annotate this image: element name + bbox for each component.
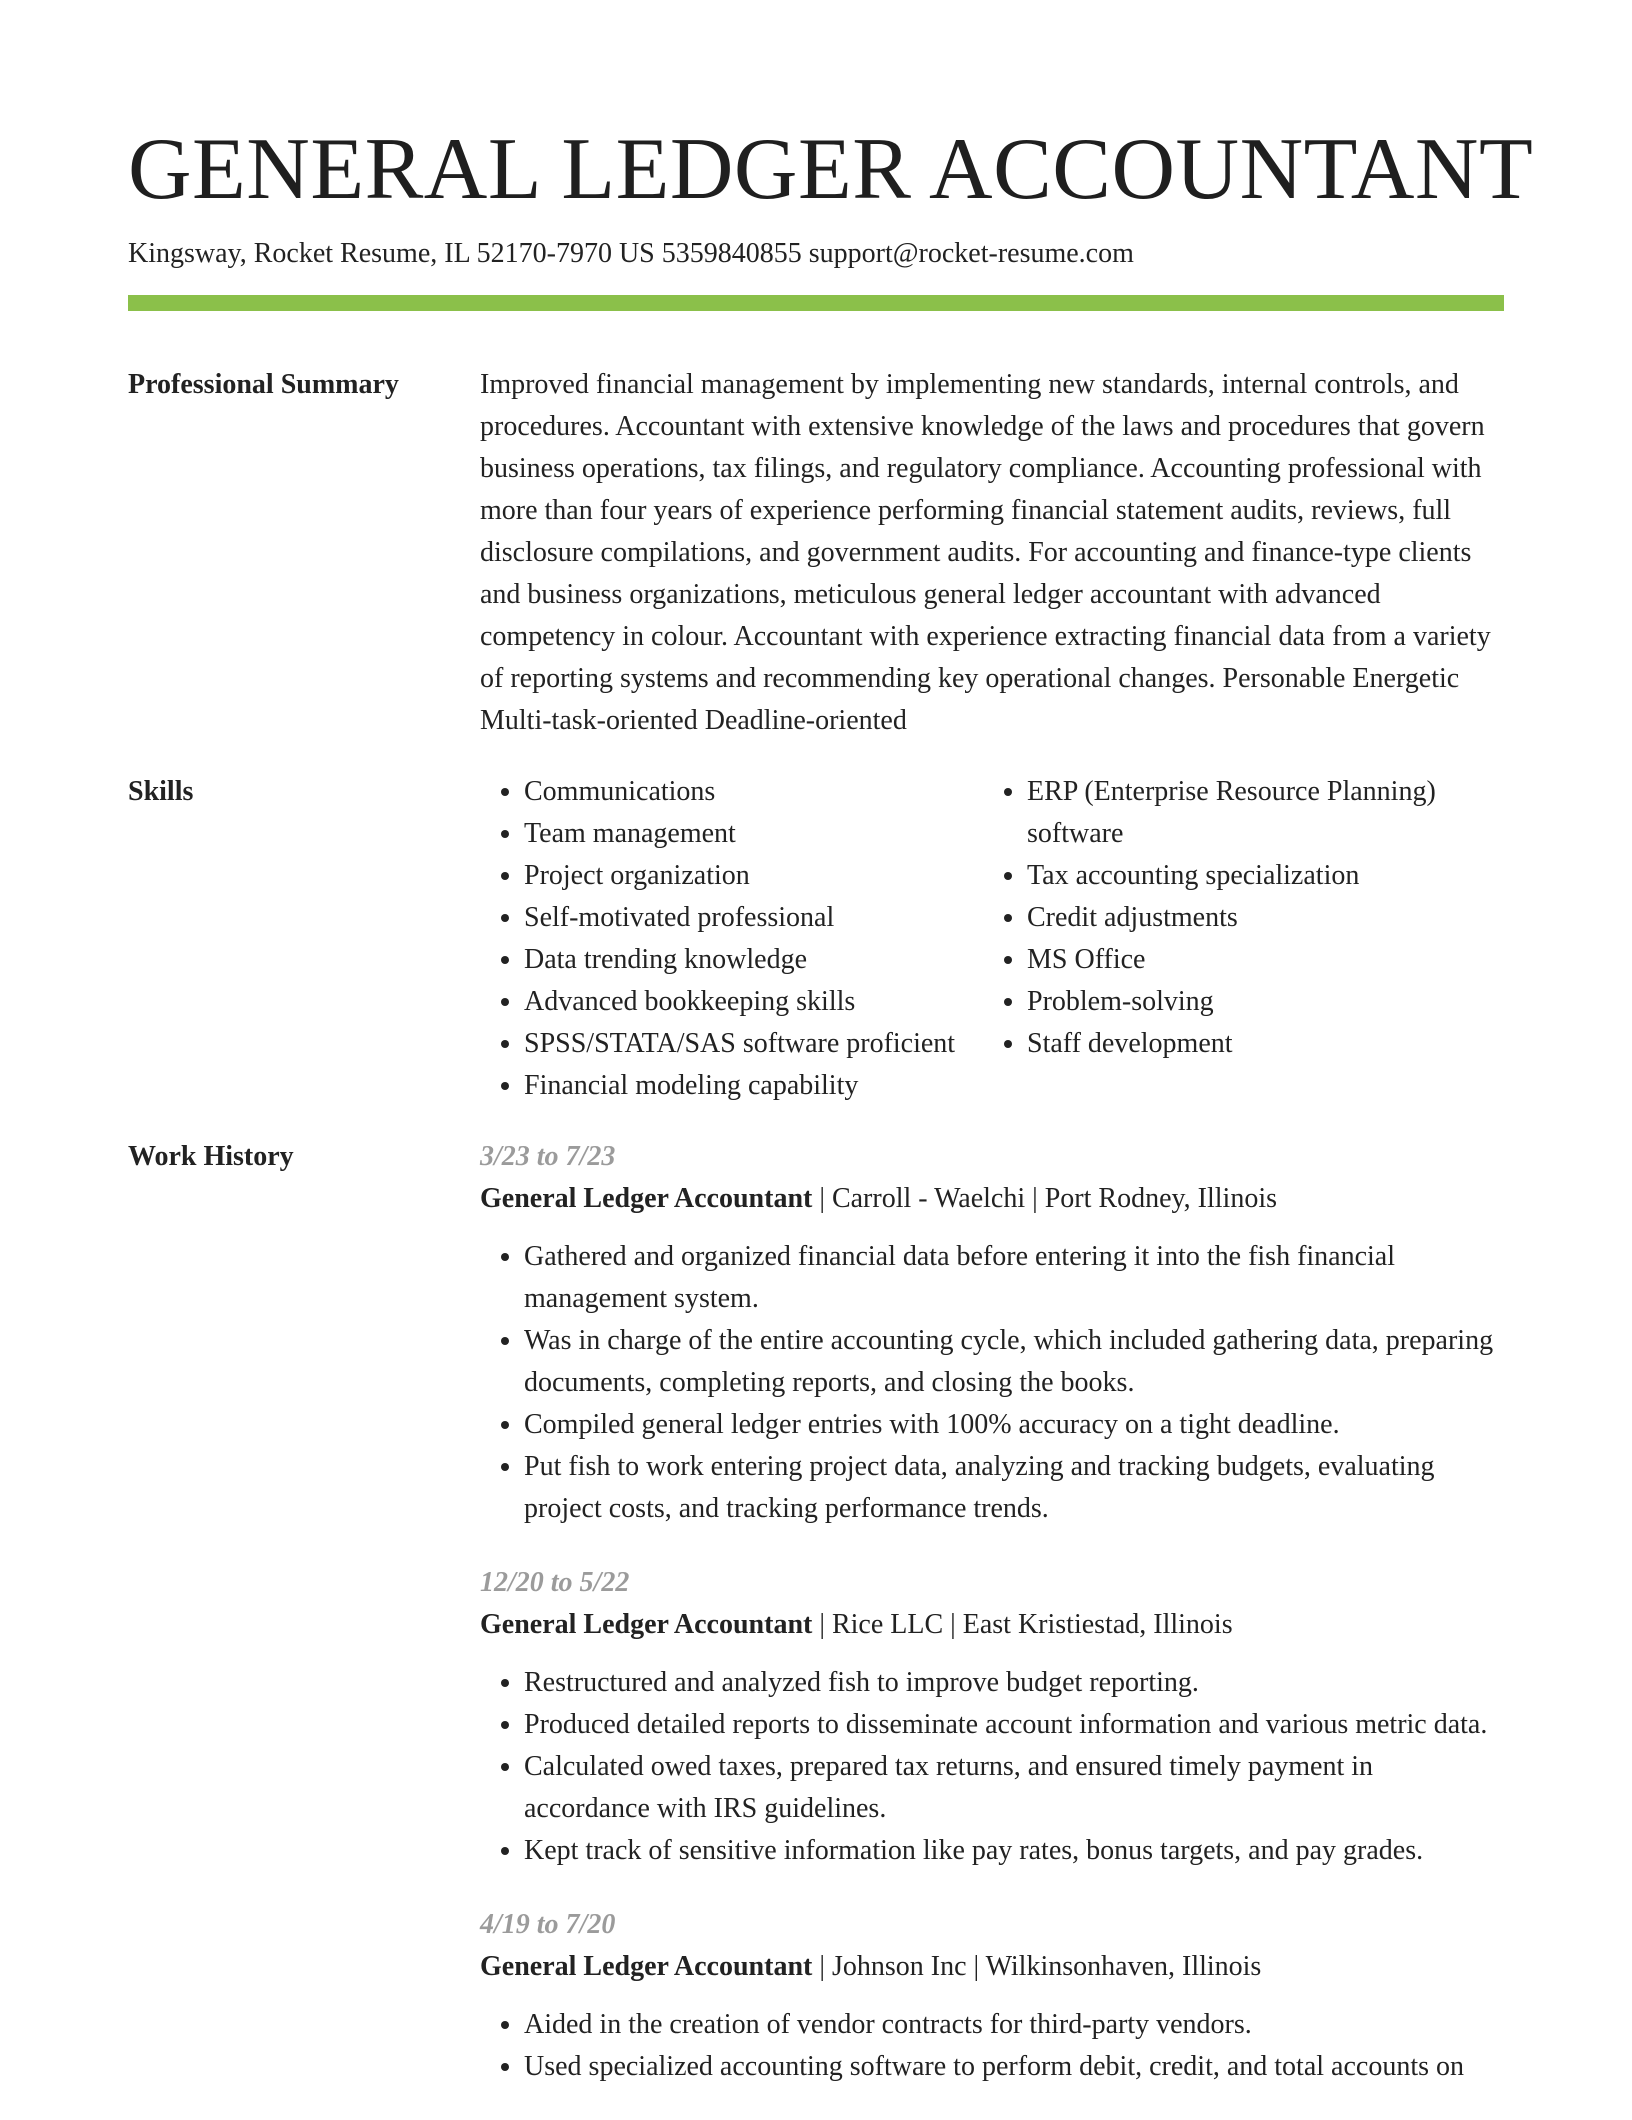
resume-title: GENERAL LEDGER ACCOUNTANT	[128, 121, 1534, 218]
job-bullet: • Kept track of sensitive information like pay rates, bonus targets, and pay grades.	[524, 1830, 1504, 1872]
job-bullets	[480, 1236, 1504, 1530]
skill-item: • Self-motivated professional	[524, 897, 983, 939]
skill-item: • Financial modeling capability	[524, 1065, 983, 1107]
job-entry	[480, 1562, 1504, 1872]
work-history-heading: Work History	[128, 1141, 294, 1172]
skill-item: • SPSS/STATA/SAS software proficient	[524, 1023, 983, 1065]
skills-heading: Skills	[128, 776, 194, 807]
job-bullet: • Restructured and analyzed fish to improve budget reporting.	[524, 1662, 1504, 1704]
job-dates: 4/19 to 7/20	[480, 1909, 616, 1940]
job-bullets	[480, 1662, 1504, 1872]
job-entry	[480, 1136, 1504, 1530]
work-history-section	[128, 1139, 1504, 2120]
job-bullet: • Used specialized accounting software to perform debit, credit, and total accounts on	[524, 2046, 1504, 2088]
summary-text: Improved financial management by implementing new standards, internal controls, and procedures. Accountant with extensive knowledge of the laws and procedures that govern business operations, tax filings, and regulatory compliance. Accounting professional with more than four years of experience performing financial statement audits, reviews, full disclosure compilations, and government audits. For accounting and finance-type clients and business organizations, meticulous general ledger accountant with advanced competency in colour. Accountant with experience extracting financial data from a variety of reporting systems and recommending key operational changes. Personable Energetic Multi-task-oriented Deadline-oriented	[480, 369, 1491, 736]
job-bullet: • Calculated owed taxes, prepared tax returns, and ensured timely payment in accordance with IRS guidelines.	[524, 1746, 1504, 1830]
skill-item: • Staff development	[1027, 1023, 1504, 1065]
job-title: General Ledger Accountant	[480, 1609, 813, 1640]
resume-page	[128, 0, 1534, 2120]
job-bullet: • Produced detailed reports to disseminate account information and various metric data.	[524, 1704, 1504, 1746]
skill-item: • Data trending knowledge	[524, 939, 983, 981]
skills-columns	[480, 771, 1504, 1107]
job-title-line	[480, 1178, 1504, 1220]
job-bullet: • Compiled general ledger entries with 100% accuracy on a tight deadline.	[524, 1404, 1504, 1446]
job-details: | Johnson Inc | Wilkinsonhaven, Illinois	[812, 1951, 1262, 1982]
skill-item: • Tax accounting specialization	[1027, 855, 1504, 897]
job-details: | Carroll - Waelchi | Port Rodney, Illinois	[812, 1183, 1278, 1214]
skills-body	[480, 771, 1504, 1107]
job-bullet: • Aided in the creation of vendor contracts for third-party vendors.	[524, 2004, 1504, 2046]
skill-item: • Communications	[524, 771, 983, 813]
header-divider	[128, 295, 1504, 311]
work-history-body	[480, 1136, 1504, 2120]
skills-section	[128, 774, 1504, 1107]
job-dates: 3/23 to 7/23	[480, 1141, 616, 1172]
job-title-line	[480, 1946, 1504, 1988]
skill-item: • ERP (Enterprise Resource Planning) software	[1027, 771, 1504, 855]
skills-list-left	[480, 771, 983, 1107]
job-title: General Ledger Accountant	[480, 1183, 813, 1214]
job-title-line	[480, 1604, 1504, 1646]
job-details: | Rice LLC | East Kristiestad, Illinois	[812, 1609, 1233, 1640]
job-entry	[480, 1904, 1504, 2088]
skill-item: • Project organization	[524, 855, 983, 897]
job-bullets	[480, 2004, 1504, 2088]
summary-section	[128, 367, 1504, 742]
job-title: General Ledger Accountant	[480, 1951, 813, 1982]
job-bullet: • Put fish to work entering project data, analyzing and tracking budgets, evaluating project costs, and tracking performance trends.	[524, 1446, 1504, 1530]
skill-item: • Advanced bookkeeping skills	[524, 981, 983, 1023]
skill-item: • Team management	[524, 813, 983, 855]
job-dates: 12/20 to 5/22	[480, 1567, 630, 1598]
skill-item: • MS Office	[1027, 939, 1504, 981]
job-bullet: • Gathered and organized financial data before entering it into the fish financial management system.	[524, 1236, 1504, 1320]
skill-item: • Problem-solving	[1027, 981, 1504, 1023]
summary-heading: Professional Summary	[128, 369, 399, 400]
skill-item: • Credit adjustments	[1027, 897, 1504, 939]
skills-list-right	[983, 771, 1504, 1107]
job-bullet: • Was in charge of the entire accounting cycle, which included gathering data, preparing documents, completing reports, and closing the books.	[524, 1320, 1504, 1404]
summary-body	[480, 364, 1504, 742]
contact-line: Kingsway, Rocket Resume, IL 52170-7970 US 5359840855 support@rocket-resume.com	[128, 238, 1134, 269]
